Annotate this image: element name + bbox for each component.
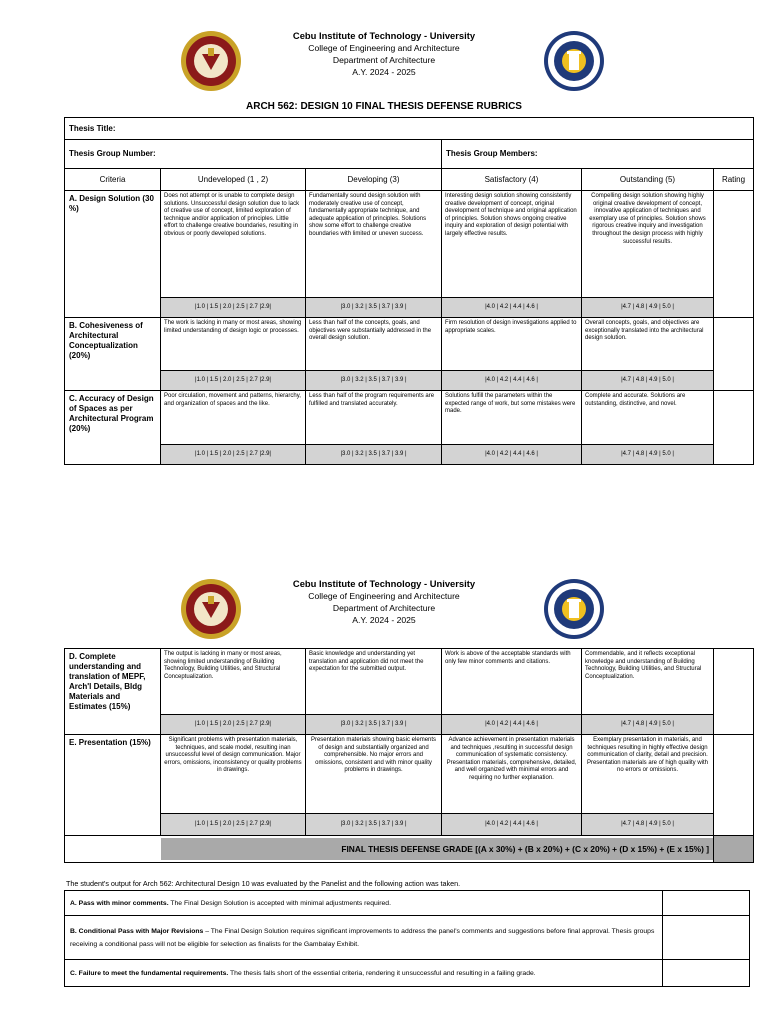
score-scale: |4.7 | 4.8 | 4.9 | 5.0 | (582, 298, 714, 318)
action-a-checkbox[interactable] (663, 891, 750, 916)
score-scale: |1.0 | 1.5 | 2.0 | 2.5 | 2.7 |2.9| (161, 298, 306, 318)
score-scale: |4.7 | 4.8 | 4.9 | 5.0 | (582, 445, 714, 465)
outstanding-descriptor: Complete and accurate. Solutions are outstanding, distinctive, and novel. (582, 391, 714, 445)
score-scale: |3.0 | 3.2 | 3.5 | 3.7 | 3.9 | (306, 298, 442, 318)
score-scale: |4.7 | 4.8 | 4.9 | 5.0 | (582, 814, 714, 836)
criterion-name: E. Presentation (15%) (65, 735, 161, 836)
rating-cell[interactable] (714, 649, 754, 735)
criterion-row-a (65, 191, 754, 298)
score-scale: |4.7 | 4.8 | 4.9 | 5.0 | (582, 371, 714, 391)
academic-year: A.Y. 2024 - 2025 (352, 67, 416, 77)
undeveloped-descriptor: Does not attempt or is unable to complete design solutions. Unsuccessful design solution due to lack of creative use of concept, limited exploration of technique and/or application of principles. Little effort to challenge creative boundaries, resulting in obvious or poorly developed solutions. (161, 191, 306, 298)
satisfactory-descriptor: Solutions fulfill the parameters within the expected range of work, but some mistakes were made. (442, 391, 582, 445)
column-developing: Developing (3) (306, 169, 442, 191)
score-scale-row (65, 371, 754, 391)
column-undeveloped: Undeveloped (1 , 2) (161, 169, 306, 191)
satisfactory-descriptor: Interesting design solution showing consistently creative development of concept, original development of technique and original application of principles. Solution shows ongoing creative inquiry and exploration of design potential with largely effective results. (442, 191, 582, 298)
academic-year: A.Y. 2024 - 2025 (352, 615, 416, 625)
action-c-description: The thesis falls short of the essential criteria, rendering it unsuccessful and resulting in a failing grade. (228, 969, 536, 977)
thesis-title-field[interactable]: Thesis Title: (65, 118, 754, 140)
group-number-field[interactable]: Thesis Group Number: (65, 140, 442, 169)
department-of-architecture-seal-icon (543, 578, 605, 640)
score-scale: |4.0 | 4.2 | 4.4 | 4.6 | (442, 371, 582, 391)
score-scale-row (65, 298, 754, 318)
score-scale: |4.7 | 4.8 | 4.9 | 5.0 | (582, 715, 714, 735)
undeveloped-descriptor: Poor circulation, movement and patterns, hierarchy, and organization of spaces and the like. (161, 391, 306, 445)
action-a-description: The Final Design Solution is accepted with minimal adjustments required. (168, 899, 391, 907)
score-scale: |3.0 | 3.2 | 3.5 | 3.7 | 3.9 | (306, 814, 442, 836)
outstanding-descriptor: Commendable, and it reflects exceptional knowledge and understanding of Building Technology, Building Utilities, and Structural Conceptualization. (582, 649, 714, 715)
score-scale-row (65, 715, 754, 735)
score-scale: |4.0 | 4.2 | 4.4 | 4.6 | (442, 445, 582, 465)
outstanding-descriptor: Overall concepts, goals, and objectives are exceptionally translated into the architectural design solution. (582, 318, 714, 371)
score-scale: |3.0 | 3.2 | 3.5 | 3.7 | 3.9 | (306, 715, 442, 735)
department-name: Department of Architecture (332, 55, 436, 65)
rating-cell[interactable] (714, 735, 754, 836)
action-row-a (65, 891, 750, 916)
developing-descriptor: Basic knowledge and understanding yet translation and application did not meet the expectation for the submitted output. (306, 649, 442, 715)
action-a-text (65, 891, 663, 916)
score-scale: |4.0 | 4.2 | 4.4 | 4.6 | (442, 814, 582, 836)
page-header-2 (0, 578, 768, 656)
score-scale: |1.0 | 1.5 | 2.0 | 2.5 | 2.7 |2.9| (161, 445, 306, 465)
column-criteria: Criteria (65, 169, 161, 191)
criterion-name: C. Accuracy of Design of Spaces as per Architectural Program (20%) (65, 391, 161, 465)
score-scale-row (65, 814, 754, 836)
header-text-block (0, 30, 768, 78)
final-grade-formula: FINAL THESIS DEFENSE GRADE [(A x 30%) + (B x 20%) + (C x 20%) + (D x 15%) + (E x 15%) ] (161, 838, 713, 860)
score-scale-row (65, 445, 754, 465)
score-scale: |3.0 | 3.2 | 3.5 | 3.7 | 3.9 | (306, 371, 442, 391)
outstanding-descriptor: Compelling design solution showing highly original creative development of concept, innovative application of techniques and exemplary use of principles. Solution shows rigorous creative inquiry and investigation throughout the design process with highly successful results. (582, 191, 714, 298)
action-c-checkbox[interactable] (663, 960, 750, 987)
department-name: Department of Architecture (332, 603, 436, 613)
undeveloped-descriptor: The work is lacking in many or most areas, showing limited understanding of design logic or processes. (161, 318, 306, 371)
outstanding-descriptor: Exemplary presentation in materials, and techniques resulting in highly effective design communication of clarity, detail and precision. Presentation materials are of high quality with no errors or omissions. (582, 735, 714, 814)
score-scale: |4.0 | 4.2 | 4.4 | 4.6 | (442, 298, 582, 318)
institution-name: Cebu Institute of Technology - University (292, 578, 476, 589)
rating-cell[interactable] (714, 318, 754, 391)
department-of-architecture-seal-icon (543, 30, 605, 92)
score-scale: |1.0 | 1.5 | 2.0 | 2.5 | 2.7 |2.9| (161, 715, 306, 735)
action-b-title: B. Conditional Pass with Major Revisions (70, 927, 204, 935)
group-members-field[interactable]: Thesis Group Members: (442, 140, 754, 169)
action-b-description: – The Final Design Solution requires significant improvements to address the panel's comments and suggestions before final approval. Thesis groups receiving a conditional pass will not be eligible for selection as finalists for the Gambalay Exhibit. (70, 927, 655, 948)
undeveloped-descriptor: Significant problems with presentation materials, techniques, and scale model, resulting inan unsuccessful level of design communication. Major errors, omissions, inconsistency or quality problems in drawings. (161, 735, 306, 814)
criterion-row-d (65, 649, 754, 715)
final-grade-cell[interactable] (714, 836, 754, 863)
final-grade-row (65, 836, 754, 863)
action-b-checkbox[interactable] (663, 916, 750, 960)
college-name: College of Engineering and Architecture (308, 591, 460, 601)
satisfactory-descriptor: Work is above of the acceptable standards with only few minor comments and citations. (442, 649, 582, 715)
criterion-row-e (65, 735, 754, 814)
criterion-name: B. Cohesiveness of Architectural Conceptualization (20%) (65, 318, 161, 391)
column-satisfactory: Satisfactory (4) (442, 169, 582, 191)
action-row-b (65, 916, 750, 960)
undeveloped-descriptor: The output is lacking in many or most areas, showing limited understanding of Building Technology, Building Utilities, and Structural Conceptualization. (161, 649, 306, 715)
rubric-table-page1 (64, 117, 754, 465)
action-c-title: C. Failure to meet the fundamental requirements. (70, 969, 229, 977)
rating-cell[interactable] (714, 191, 754, 318)
column-rating: Rating (714, 169, 754, 191)
panel-note: The student's output for Arch 562: Architectural Design 10 was evaluated by the Panelist and the following action was taken. (66, 879, 461, 888)
column-outstanding: Outstanding (5) (582, 169, 714, 191)
grade-spacer (65, 836, 714, 863)
college-name: College of Engineering and Architecture (308, 43, 460, 53)
rubric-table-page2 (64, 648, 754, 863)
criterion-name: D. Complete understanding and translation of MEPF, Arch'l Details, Bldg Materials and Estimates (15%) (65, 649, 161, 735)
criterion-name: A. Design Solution (30 %) (65, 191, 161, 318)
header-text-block (0, 578, 768, 626)
satisfactory-descriptor: Firm resolution of design investigations applied to appropriate scales. (442, 318, 582, 371)
developing-descriptor: Less than half of the program requirements are fulfilled and translated accurately. (306, 391, 442, 445)
rating-cell[interactable] (714, 391, 754, 465)
developing-descriptor: Less than half of the concepts, goals, and objectives were substantially addressed in the overall design solution. (306, 318, 442, 371)
criterion-row-b (65, 318, 754, 371)
panel-action-table (64, 890, 750, 987)
score-scale: |1.0 | 1.5 | 2.0 | 2.5 | 2.7 |2.9| (161, 371, 306, 391)
page-header-1 (0, 30, 768, 108)
criterion-row-c (65, 391, 754, 445)
satisfactory-descriptor: Advance achievement in presentation materials and techniques ,resulting in successful design communication of systematic consistency. Presentation materials, comprehensive, detailed, and well organized with minimal errors and requiring no further explanation. (442, 735, 582, 814)
action-a-title: A. Pass with minor comments. (70, 899, 169, 907)
developing-descriptor: Presentation materials showing basic elements of design and substantially organized and comprehensible. No major errors and omissions, consistent and with minor quality problems in drawings. (306, 735, 442, 814)
score-scale: |1.0 | 1.5 | 2.0 | 2.5 | 2.7 |2.9| (161, 814, 306, 836)
developing-descriptor: Fundamentally sound design solution with moderately creative use of concept, fundamentally appropriate technique, and adequate application of principles. Solutions show some effort to challenge creative boundaries with limited or uneven success. (306, 191, 442, 298)
action-b-text (65, 916, 663, 960)
action-c-text (65, 960, 663, 987)
score-scale: |4.0 | 4.2 | 4.4 | 4.6 | (442, 715, 582, 735)
score-scale: |3.0 | 3.2 | 3.5 | 3.7 | 3.9 | (306, 445, 442, 465)
action-row-c (65, 960, 750, 987)
rubric-title: ARCH 562: DESIGN 10 FINAL THESIS DEFENSE RUBRICS (246, 101, 522, 112)
institution-name: Cebu Institute of Technology - University (292, 30, 476, 41)
